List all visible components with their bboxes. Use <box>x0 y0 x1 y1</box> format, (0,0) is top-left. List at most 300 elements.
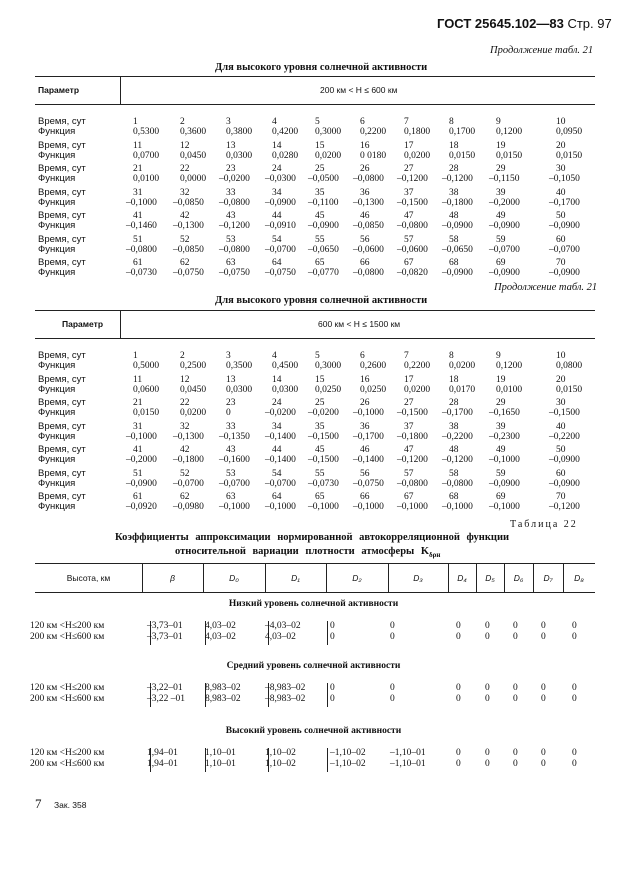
table22-value-cell: –1,10–01 <box>390 748 426 758</box>
func-value-cell: 0,4200 <box>272 127 299 137</box>
table22-value-cell: 1,10–01 <box>205 748 236 758</box>
func-value-cell: 0,0150 <box>496 150 523 161</box>
day-cell: 29 <box>496 164 506 174</box>
table22-col-header: D₇ <box>543 573 553 583</box>
func-value-cell: –0,0800 <box>353 174 384 184</box>
table22-value-cell: –1,10–01 <box>390 759 426 769</box>
table22-value-cell: 0 <box>485 759 490 769</box>
table22-value-cell: 0 <box>456 621 461 631</box>
table22-value-cell: 0 <box>513 759 518 769</box>
func-value-cell: –0,0650 <box>442 244 473 255</box>
table22-col-header: D₁ <box>291 573 300 583</box>
table22-value-cell: –1,10–02 <box>330 748 366 758</box>
func-value-cell: –0,1200 <box>397 174 428 184</box>
table22-value-cell: 0 <box>485 748 490 758</box>
day-cell: 59 <box>496 234 506 245</box>
func-value-cell: –0,1000 <box>308 502 339 512</box>
table22-col-header: D₃ <box>413 573 423 583</box>
table22-value-cell: 0 <box>513 748 518 758</box>
table22-value-cell: 0 <box>572 683 577 693</box>
func-value-cell: –0,0900 <box>549 478 580 489</box>
day-cell: 36 <box>360 421 370 432</box>
func-value-cell: –0,0730 <box>126 268 157 278</box>
table22-col-divider <box>326 563 327 592</box>
func-value-cell: –0,1460 <box>126 221 157 231</box>
table22-height-cell: 200 км <H≤600 км <box>30 632 105 642</box>
func-value-cell: 0,0280 <box>272 150 299 161</box>
day-cell: 56 <box>360 234 370 245</box>
func-value-cell: 0,0600 <box>133 384 160 395</box>
row-label-func: Функция <box>38 173 76 184</box>
table22-value-cell: 1,10–02 <box>265 759 296 769</box>
table22-value-cell: –3,22 –01 <box>147 694 185 704</box>
day-cell: 5 <box>315 351 320 361</box>
table22-section-title: Низкий уровень солнечной активности <box>228 599 399 609</box>
func-value-cell: –0,0900 <box>549 268 580 278</box>
func-value-cell: 0,3000 <box>315 127 342 137</box>
day-cell: 12 <box>180 374 190 385</box>
day-cell: 53 <box>226 468 236 479</box>
gost-number: ГОСТ 25645.102—83 <box>437 16 564 31</box>
func-value-cell: 0,0250 <box>360 384 387 395</box>
table22-value-cell: 0 <box>330 621 335 631</box>
table22-col-divider <box>504 563 505 592</box>
table22-col-header: D₆ <box>513 573 524 583</box>
func-value-cell: 0,0300 <box>226 384 253 395</box>
day-cell: 60 <box>556 468 566 479</box>
func-value-cell: –0,0200 <box>219 174 250 184</box>
row-label-time: Время, сут <box>38 467 86 479</box>
day-cell: 3 <box>226 117 231 127</box>
func-value-cell: –0,0300 <box>265 174 296 184</box>
day-cell: 52 <box>180 468 190 479</box>
day-cell: 33 <box>226 421 236 432</box>
table22-value-cell: 0 <box>572 621 577 631</box>
day-cell: 20 <box>556 374 566 385</box>
day-cell: 56 <box>360 468 370 479</box>
func-value-cell: 0,2200 <box>360 127 387 137</box>
func-value-cell: –0,0900 <box>549 455 580 465</box>
table22-caption-subscript: δρн <box>429 551 441 560</box>
func-value-cell: –0,0700 <box>489 244 520 255</box>
func-value-cell: –0,1500 <box>308 455 339 465</box>
table22-section-title: Средний уровень солнечной активности <box>226 661 401 671</box>
table22-col-divider <box>203 563 204 592</box>
day-cell: 8 <box>449 117 454 127</box>
row-label-time: Время, сут <box>38 350 86 361</box>
day-cell: 58 <box>449 234 459 245</box>
func-value-cell: 0,0150 <box>449 150 476 161</box>
day-cell: 12 <box>180 140 190 151</box>
func-value-cell: 0,0200 <box>180 408 207 418</box>
func-value-cell: –0,1000 <box>397 502 428 512</box>
func-value-cell: –0,1500 <box>308 431 339 442</box>
table2-top-rule <box>35 310 595 311</box>
day-cell: 70 <box>556 258 566 268</box>
func-value-cell: –0,0750 <box>353 478 384 489</box>
func-value-cell: –0,0700 <box>549 244 580 255</box>
day-cell: 18 <box>449 140 459 151</box>
table22-value-cell: 0 <box>456 759 461 769</box>
table22-col-divider <box>563 563 564 592</box>
func-value-cell: –0,0730 <box>308 478 339 489</box>
func-value-cell: –0,1000 <box>126 431 157 442</box>
day-cell: 50 <box>556 211 566 221</box>
day-cell: 57 <box>404 468 414 479</box>
day-cell: 19 <box>496 374 506 385</box>
table22-value-cell: –8,983–02 <box>265 694 306 704</box>
day-cell: 17 <box>404 140 414 151</box>
table22-value-cell: 8,983–02 <box>205 683 241 693</box>
func-value-cell: 0,2200 <box>404 361 431 371</box>
table22-value-cell: 0 <box>456 694 461 704</box>
day-cell: 37 <box>404 421 414 432</box>
func-value-cell: –0,0800 <box>397 221 428 231</box>
table22-caption-line2 <box>175 546 440 559</box>
func-value-cell: –0,1200 <box>442 174 473 184</box>
day-cell: 14 <box>272 140 282 151</box>
func-value-cell: 0,0250 <box>315 384 342 395</box>
table22-col-divider <box>265 563 266 592</box>
day-cell: 38 <box>449 421 459 432</box>
func-value-cell: –0,1300 <box>353 197 384 208</box>
table22-col-divider <box>533 563 534 592</box>
day-cell: 55 <box>315 234 325 245</box>
day-cell: 62 <box>180 258 190 268</box>
day-cell: 30 <box>556 398 566 408</box>
table22-col-divider <box>448 563 449 592</box>
func-value-cell: –0,0900 <box>265 197 296 208</box>
func-value-cell: –0,0800 <box>442 478 473 489</box>
table22-row-divider <box>327 683 328 707</box>
func-value-cell: –0,1200 <box>397 455 428 465</box>
func-value-cell: 0,0200 <box>404 150 431 161</box>
func-value-cell: –0,0850 <box>173 244 204 255</box>
day-cell: 24 <box>272 164 282 174</box>
table22-col-divider <box>476 563 477 592</box>
table22-height-cell: 200 км <H≤600 км <box>30 694 105 704</box>
day-cell: 46 <box>360 445 370 455</box>
day-cell: 4 <box>272 117 277 127</box>
day-cell: 50 <box>556 445 566 455</box>
day-cell: 61 <box>133 258 143 268</box>
day-cell: 17 <box>404 374 414 385</box>
row-label-time: Время, сут <box>38 210 86 221</box>
func-value-cell: 0,0150 <box>556 150 583 161</box>
func-value-cell: –0,0800 <box>219 197 250 208</box>
func-value-cell: –0,0750 <box>265 268 296 278</box>
day-cell: 4 <box>272 351 277 361</box>
func-value-cell: 0,0700 <box>133 150 160 161</box>
day-cell: 66 <box>360 492 370 502</box>
table22-caption-line1: Коэффициенты аппроксимации нормированной автокорреляционной функции <box>115 532 510 543</box>
day-cell: 53 <box>226 234 236 245</box>
func-value-cell: 0,0450 <box>180 384 207 395</box>
day-cell: 67 <box>404 258 414 268</box>
day-cell: 25 <box>315 164 325 174</box>
day-cell: 63 <box>226 492 236 502</box>
day-cell: 55 <box>315 468 325 479</box>
func-value-cell: 0,3800 <box>226 127 253 137</box>
day-cell: 51 <box>133 234 143 245</box>
day-cell: 45 <box>315 211 325 221</box>
row-label-func: Функция <box>38 454 76 465</box>
table22-value-cell: 0 <box>330 694 335 704</box>
day-cell: 9 <box>496 351 501 361</box>
func-value-cell: –0,1150 <box>489 174 520 184</box>
func-value-cell: –0,1400 <box>265 455 296 465</box>
table22-col-header: D₈ <box>574 573 584 583</box>
day-cell: 7 <box>404 117 409 127</box>
func-value-cell: –0,1300 <box>173 431 204 442</box>
day-cell: 20 <box>556 140 566 151</box>
func-value-cell: –0,0920 <box>126 502 157 512</box>
table2-header-divider <box>120 310 121 338</box>
day-cell: 49 <box>496 445 506 455</box>
table22-height-cell: 200 км <H≤600 км <box>30 759 105 769</box>
day-cell: 7 <box>404 351 409 361</box>
row-label-time: Время, сут <box>38 397 86 408</box>
day-cell: 13 <box>226 140 236 151</box>
table22-value-cell: 1,94–01 <box>147 748 178 758</box>
day-cell: 8 <box>449 351 454 361</box>
table2-header-rule <box>35 338 595 339</box>
table22-value-cell: –3,73–01 <box>147 621 183 631</box>
page-header <box>437 16 612 31</box>
row-label-time: Время, сут <box>38 233 86 245</box>
day-cell: 44 <box>272 211 282 221</box>
table1-header-rule <box>35 104 595 105</box>
day-cell: 42 <box>180 445 190 455</box>
table22-value-cell: 0 <box>330 683 335 693</box>
row-label-func: Функция <box>38 383 76 395</box>
footer-number: 7 <box>35 796 42 811</box>
func-value-cell: 0,0000 <box>180 174 207 184</box>
table22-value-cell: 8,983–02 <box>205 694 241 704</box>
func-value-cell: –0,0770 <box>308 268 339 278</box>
day-cell: 48 <box>449 211 459 221</box>
day-cell: 70 <box>556 492 566 502</box>
table22-row-divider <box>327 621 328 645</box>
day-cell: 37 <box>404 187 414 198</box>
day-cell: 10 <box>556 351 566 361</box>
func-value-cell: –0,1000 <box>353 408 384 418</box>
day-cell: 59 <box>496 468 506 479</box>
table2-continuation: Продолжение табл. 21 <box>494 282 598 293</box>
day-cell: 10 <box>556 117 566 127</box>
table22-value-cell: 0 <box>513 621 518 631</box>
func-value-cell: –0,1000 <box>126 197 157 208</box>
func-value-cell: –0,0900 <box>489 221 520 231</box>
table22-value-cell: 4,03–02 <box>205 621 236 631</box>
table22-value-cell: 0 <box>572 759 577 769</box>
func-value-cell: 0,3000 <box>315 361 342 371</box>
day-cell: 28 <box>449 164 459 174</box>
day-cell: 42 <box>180 211 190 221</box>
table22-header-rule <box>35 592 595 593</box>
func-value-cell: –0,0800 <box>353 268 384 278</box>
func-value-cell: –0,1650 <box>489 408 520 418</box>
func-value-cell: –0,1050 <box>549 174 580 184</box>
table22-value-cell: 0 <box>456 748 461 758</box>
day-cell: 16 <box>360 374 370 385</box>
func-value-cell: 0,0800 <box>556 361 583 371</box>
day-cell: 48 <box>449 445 459 455</box>
func-value-cell: 0,1800 <box>404 127 431 137</box>
day-cell: 34 <box>272 421 282 432</box>
table22-value-cell: 0 <box>541 621 546 631</box>
day-cell: 40 <box>556 421 566 432</box>
row-label-time: Время, сут <box>38 257 86 268</box>
table22-height-cell: 120 км <H≤200 км <box>30 683 105 693</box>
day-cell: 31 <box>133 187 143 198</box>
day-cell: 40 <box>556 187 566 198</box>
day-cell: 22 <box>180 164 190 174</box>
func-value-cell: 0,3500 <box>226 361 253 371</box>
day-cell: 54 <box>272 468 282 479</box>
day-cell: 9 <box>496 117 501 127</box>
table2-range-header: 600 км < H ≤ 1500 км <box>318 319 401 329</box>
table22-col-header: Высота, км <box>66 573 111 583</box>
table22-value-cell: 0 <box>513 632 518 642</box>
day-cell: 54 <box>272 234 282 245</box>
table22-value-cell: 0 <box>572 694 577 704</box>
table22-value-cell: 0 <box>390 621 395 631</box>
row-label-func: Функция <box>38 267 76 278</box>
table22-value-cell: 0 <box>541 632 546 642</box>
day-cell: 15 <box>315 140 325 151</box>
table22-height-cell: 120 км <H≤200 км <box>30 748 105 758</box>
func-value-cell: –0,1500 <box>397 197 428 208</box>
table22-value-cell: 0 <box>390 683 395 693</box>
row-label-func: Функция <box>38 501 76 512</box>
func-value-cell: 0,0100 <box>133 174 160 184</box>
table22-value-cell: 1,10–02 <box>265 748 296 758</box>
func-value-cell: –0,0800 <box>219 244 250 255</box>
table22-caption-text: относительной вариации плотности атмосферы K <box>175 546 430 557</box>
day-cell: 26 <box>360 164 370 174</box>
func-value-cell: –0,2200 <box>442 431 473 442</box>
func-value-cell: –0,1700 <box>442 408 473 418</box>
day-cell: 21 <box>133 398 143 408</box>
func-value-cell: –0,2200 <box>549 431 580 442</box>
day-cell: 47 <box>404 445 414 455</box>
table22-value-cell: 4,03–02 <box>265 632 296 642</box>
day-cell: 43 <box>226 211 236 221</box>
func-value-cell: 0 <box>226 408 231 418</box>
day-cell: 2 <box>180 351 185 361</box>
func-value-cell: –0,0900 <box>489 268 520 278</box>
func-value-cell: –0,1000 <box>353 502 384 512</box>
func-value-cell: –0,0200 <box>265 408 296 418</box>
day-cell: 69 <box>496 492 506 502</box>
day-cell: 41 <box>133 445 143 455</box>
day-cell: 69 <box>496 258 506 268</box>
func-value-cell: –0,0900 <box>489 478 520 489</box>
day-cell: 43 <box>226 445 236 455</box>
row-label-func: Функция <box>38 126 76 137</box>
table1-param-header: Параметр <box>38 85 80 95</box>
table22-top-rule <box>35 563 595 564</box>
row-label-time: Время, сут <box>38 444 86 455</box>
func-value-cell: –0,1800 <box>397 431 428 442</box>
table22-col-header: D₅ <box>485 573 495 583</box>
table22-value-cell: 0 <box>456 632 461 642</box>
day-cell: 49 <box>496 211 506 221</box>
func-value-cell: –0,1000 <box>442 502 473 512</box>
day-cell: 60 <box>556 234 566 245</box>
table22-col-header: β <box>170 573 175 583</box>
day-cell: 68 <box>449 492 459 502</box>
row-label-time: Время, сут <box>38 186 86 198</box>
day-cell: 32 <box>180 421 190 432</box>
func-value-cell: –0,1500 <box>397 408 428 418</box>
func-value-cell: 0,0100 <box>496 384 523 395</box>
table22-value-cell: 0 <box>513 683 518 693</box>
day-cell: 39 <box>496 187 506 198</box>
func-value-cell: –0,0910 <box>265 221 296 231</box>
table22-section-title: Высокий уровень солнечной активности <box>225 726 402 736</box>
day-cell: 41 <box>133 211 143 221</box>
func-value-cell: –0,1700 <box>549 197 580 208</box>
func-value-cell: –0,0600 <box>397 244 428 255</box>
day-cell: 27 <box>404 398 414 408</box>
func-value-cell: 0,0300 <box>226 150 253 161</box>
func-value-cell: –0,1800 <box>173 455 204 465</box>
table22-value-cell: –8,983–02 <box>265 683 306 693</box>
day-cell: 18 <box>449 374 459 385</box>
table22-value-cell: 0 <box>541 694 546 704</box>
func-value-cell: –0,2000 <box>126 455 157 465</box>
table22-row-divider <box>327 748 328 772</box>
func-value-cell: 0,0200 <box>449 361 476 371</box>
day-cell: 36 <box>360 187 370 198</box>
func-value-cell: –0,2000 <box>489 197 520 208</box>
func-value-cell: –0,1100 <box>308 197 339 208</box>
table22-col-header: D₀ <box>229 573 239 583</box>
table1-continuation: Продолжение табл. 21 <box>490 45 594 56</box>
table2-title: Для высокого уровня солнечной активности <box>215 295 428 306</box>
table1-top-rule <box>35 76 595 77</box>
day-cell: 65 <box>315 258 325 268</box>
table22-value-cell: 0 <box>541 748 546 758</box>
func-value-cell: 0,0450 <box>180 150 207 161</box>
day-cell: 66 <box>360 258 370 268</box>
func-value-cell: 0 0180 <box>360 150 387 161</box>
table22-col-header: D₄ <box>457 573 467 583</box>
day-cell: 34 <box>272 187 282 198</box>
table22-value-cell: 0 <box>330 632 335 642</box>
day-cell: 47 <box>404 211 414 221</box>
func-value-cell: –0,0900 <box>442 268 473 278</box>
func-value-cell: –0,0700 <box>265 244 296 255</box>
func-value-cell: –0,0700 <box>219 478 250 489</box>
day-cell: 6 <box>360 117 365 127</box>
row-label-func: Функция <box>38 196 76 208</box>
day-cell: 38 <box>449 187 459 198</box>
row-label-time: Время, сут <box>38 139 86 151</box>
func-value-cell: –0,1350 <box>219 431 250 442</box>
table22-value-cell: 0 <box>572 748 577 758</box>
table22-col-divider <box>388 563 389 592</box>
day-cell: 1 <box>133 117 138 127</box>
func-value-cell: –0,1000 <box>489 502 520 512</box>
table22-col-header: D₂ <box>352 573 362 583</box>
table22-value-cell: 0 <box>541 683 546 693</box>
table22-value-cell: –1,10–02 <box>330 759 366 769</box>
day-cell: 22 <box>180 398 190 408</box>
func-value-cell: –0,0800 <box>126 244 157 255</box>
